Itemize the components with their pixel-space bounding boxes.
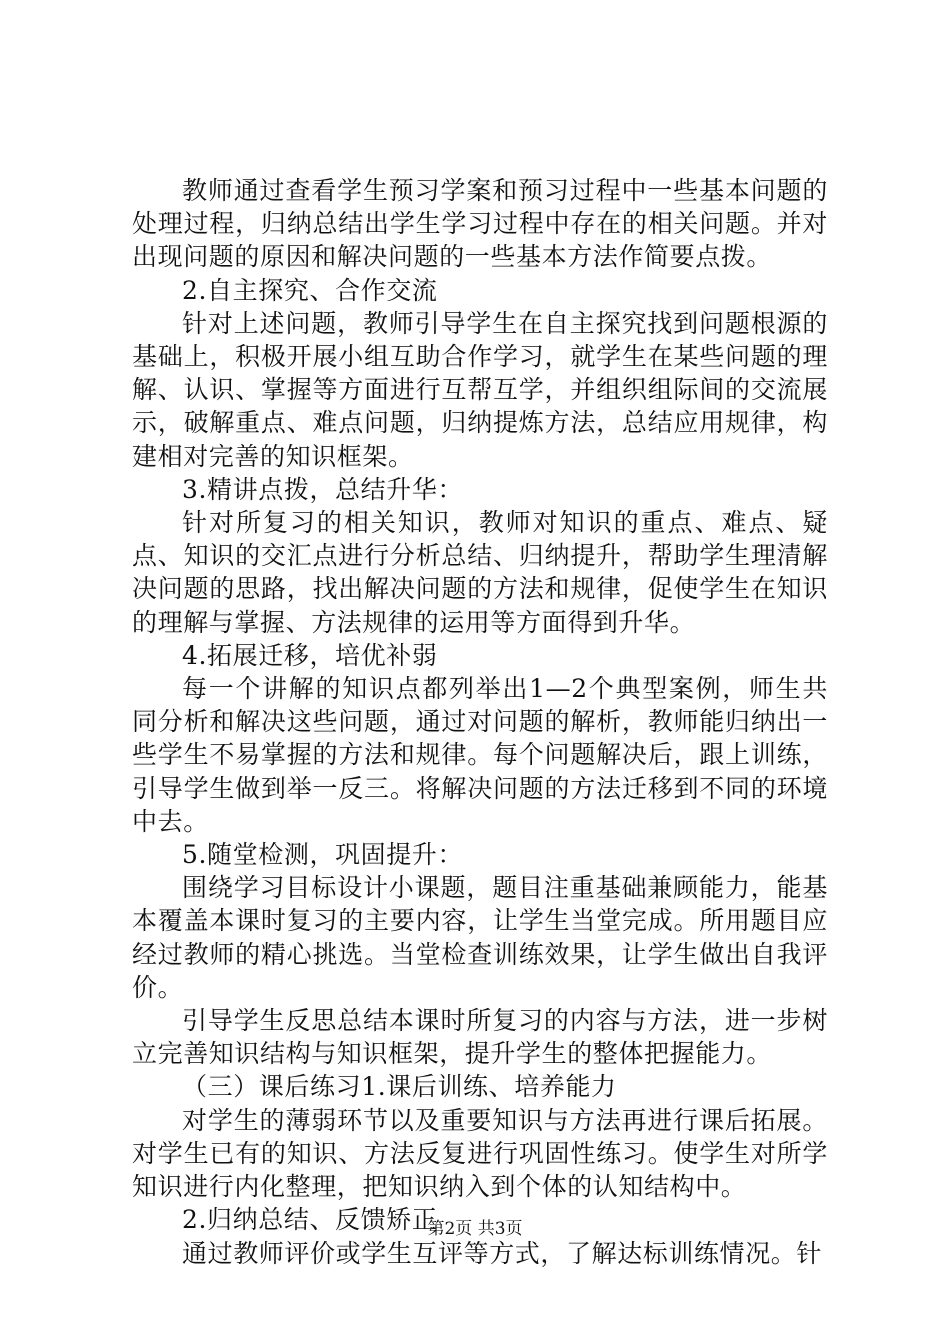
paragraph-in-class-test: 围绕学习目标设计小课题，题目注重基础兼顾能力，能基本覆盖本课时复习的主要内容，让学生当堂完成。所用题目应经过教师的精心挑选。当堂检查训练效果，让学生做出自我评价。 xyxy=(132,873,828,1002)
paragraph-key-explanation: 针对所复习的相关知识，教师对知识的重点、难点、疑点、知识的交汇点进行分析总结、归纳提升，帮助学生理清解决问题的思路，找出解决问题的方法和规律，促使学生在知识的理解与掌握、方法规律的运用等方面得到升华。 xyxy=(132,508,828,637)
paragraph-after-class-practice: 对学生的薄弱环节以及重要知识与方法再进行课后拓展。对学生已有的知识、方法反复进行巩固性练习。使学生对所学知识进行内化整理，把知识纳入到个体的认知结构中。 xyxy=(132,1105,828,1202)
paragraph-self-exploration: 针对上述问题，教师引导学生在自主探究找到问题根源的基础上，积极开展小组互助合作学习，就学生在某些问题的理解、认识、掌握等方面进行互帮互学，并组织组际间的交流展示，破解重点、难点问题，归纳提炼方法，总结应用规律，构建相对完善的知识框架。 xyxy=(132,308,828,471)
heading-key-explanation: 3.精讲点拨，总结升华： xyxy=(182,474,464,504)
heading-in-class-test: 5.随堂检测，巩固提升： xyxy=(182,840,464,870)
paragraph-extension-transfer: 每一个讲解的知识点都列举出1—2个典型案例，师生共同分析和解决这些问题，通过对问题的解析，教师能归纳出一些学生不易掌握的方法和规律。每个问题解决后，跟上训练，引导学生做到举一反三。将解决问题的方法迁移到不同的环境中去。 xyxy=(132,674,828,836)
heading-extension-transfer: 4.拓展迁移，培优补弱 xyxy=(182,640,438,670)
heading-after-class-practice: （三）课后练习1.课后训练、培养能力 xyxy=(182,1072,617,1102)
paragraph-summary-feedback: 通过教师评价或学生互评等方式，了解达标训练情况。针 xyxy=(182,1238,823,1268)
paragraph-reflection: 引导学生反思总结本课时所复习的内容与方法，进一步树立完善知识结构与知识框架，提升学生的整体把握能力。 xyxy=(132,1006,828,1069)
heading-summary-feedback: 2.归纳总结、反馈矫正 xyxy=(182,1205,438,1235)
heading-self-exploration: 2.自主探究、合作交流 xyxy=(182,275,438,305)
document-body xyxy=(132,174,828,1270)
page-number-footer: 第2页 共3页 xyxy=(427,1219,523,1239)
paragraph-teacher-review: 教师通过查看学生预习学案和预习过程中一些基本问题的处理过程，归纳总结出学生学习过程中存在的相关问题。并对出现问题的原因和解决问题的一些基本方法作简要点拨。 xyxy=(132,176,828,272)
